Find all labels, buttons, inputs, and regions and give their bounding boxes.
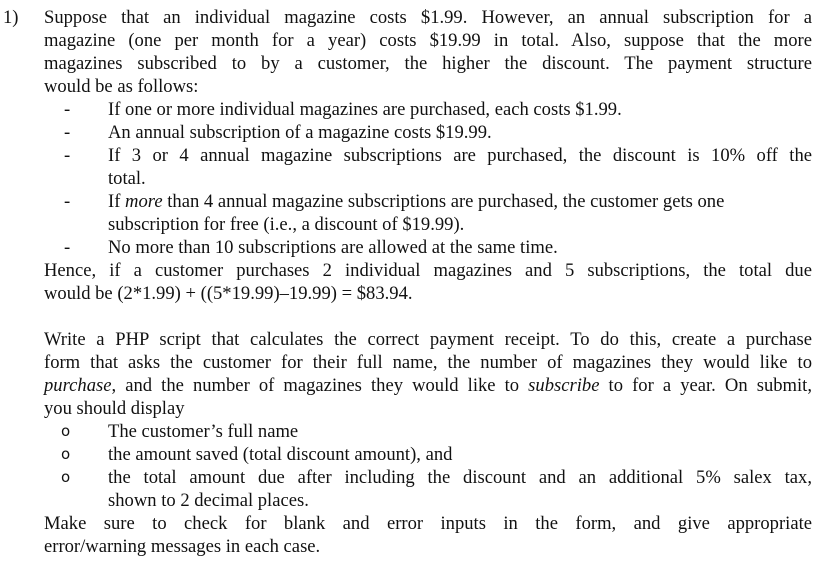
task-line (44, 374, 812, 397)
rule-text-rest: than 4 annual magazine subscriptions are purchased, the customer gets one (162, 191, 725, 212)
rule-text: If one or more individual magazines are purchased, each costs $1.99. (108, 99, 622, 120)
dash-bullet: - (64, 237, 71, 258)
task-text: , and the number of magazines they would like to (111, 375, 529, 396)
dash-bullet: - (64, 99, 71, 120)
rule-text: If 3 or 4 annual magazine subscriptions are purchased, the discount is 10% off the (108, 145, 812, 166)
rule-text: No more than 10 subscriptions are allowed at the same time. (108, 237, 558, 258)
display-text: shown to 2 decimal places. (108, 490, 309, 511)
pricing-rule-item (44, 190, 812, 236)
dash-bullet: - (64, 191, 71, 212)
intro-line: would be as follows: (44, 76, 199, 97)
circle-bullet: o (61, 468, 71, 486)
intro-line: magazines subscribed to by a customer, the higher the discount. The payment structure (44, 53, 812, 74)
emphasis-purchase: purchase (44, 375, 112, 396)
pricing-rule-item (44, 121, 812, 144)
pricing-rule-item (44, 236, 812, 259)
rule-text: total. (108, 168, 146, 189)
pricing-rule-item (44, 144, 812, 190)
task-line: you should display (44, 398, 185, 419)
dash-bullet: - (64, 145, 71, 166)
intro-line: Suppose that an individual magazine costs $1.99. However, an annual subscription for a (44, 7, 812, 28)
display-text: the total amount due after including the discount and an additional 5% salex tax, (108, 467, 812, 488)
paragraph-gap (44, 305, 812, 328)
display-item (44, 443, 812, 466)
example-line: would be (2*1.99) + ((5*19.99)–19.99) = $83.94. (44, 283, 413, 304)
intro-line: magazine (one per month for a year) costs $19.99 in total. Also, suppose that the more (44, 30, 812, 51)
rule-text (108, 190, 812, 213)
emphasis-more: more (125, 191, 163, 212)
display-text: the amount saved (total discount amount), and (108, 444, 453, 465)
display-item (44, 466, 812, 512)
circle-bullet: o (61, 422, 71, 440)
closing-line: Make sure to check for blank and error inputs in the form, and give appropriate (44, 513, 812, 534)
rule-text: subscription for free (i.e., a discount of $19.99). (108, 214, 465, 235)
question-number: 1) (3, 7, 19, 28)
display-text: The customer’s full name (108, 421, 299, 442)
closing-line: error/warning messages in each case. (44, 536, 321, 557)
rule-text-prefix: If (108, 191, 126, 212)
question-body (44, 6, 812, 558)
rule-text: An annual subscription of a magazine costs $19.99. (108, 122, 492, 143)
example-line: Hence, if a customer purchases 2 individual magazines and 5 subscriptions, the total due (44, 260, 812, 281)
pricing-rule-item (44, 98, 812, 121)
emphasis-subscribe: subscribe (528, 375, 600, 396)
dash-bullet: - (64, 122, 71, 143)
task-line: form that asks the customer for their full name, the number of magazines they would like to (44, 352, 812, 373)
display-item (44, 420, 812, 443)
circle-bullet: o (61, 445, 71, 463)
task-text: to for a year. On submit, (599, 375, 812, 396)
task-line: Write a PHP script that calculates the correct payment receipt. To do this, create a purchase (44, 329, 812, 350)
